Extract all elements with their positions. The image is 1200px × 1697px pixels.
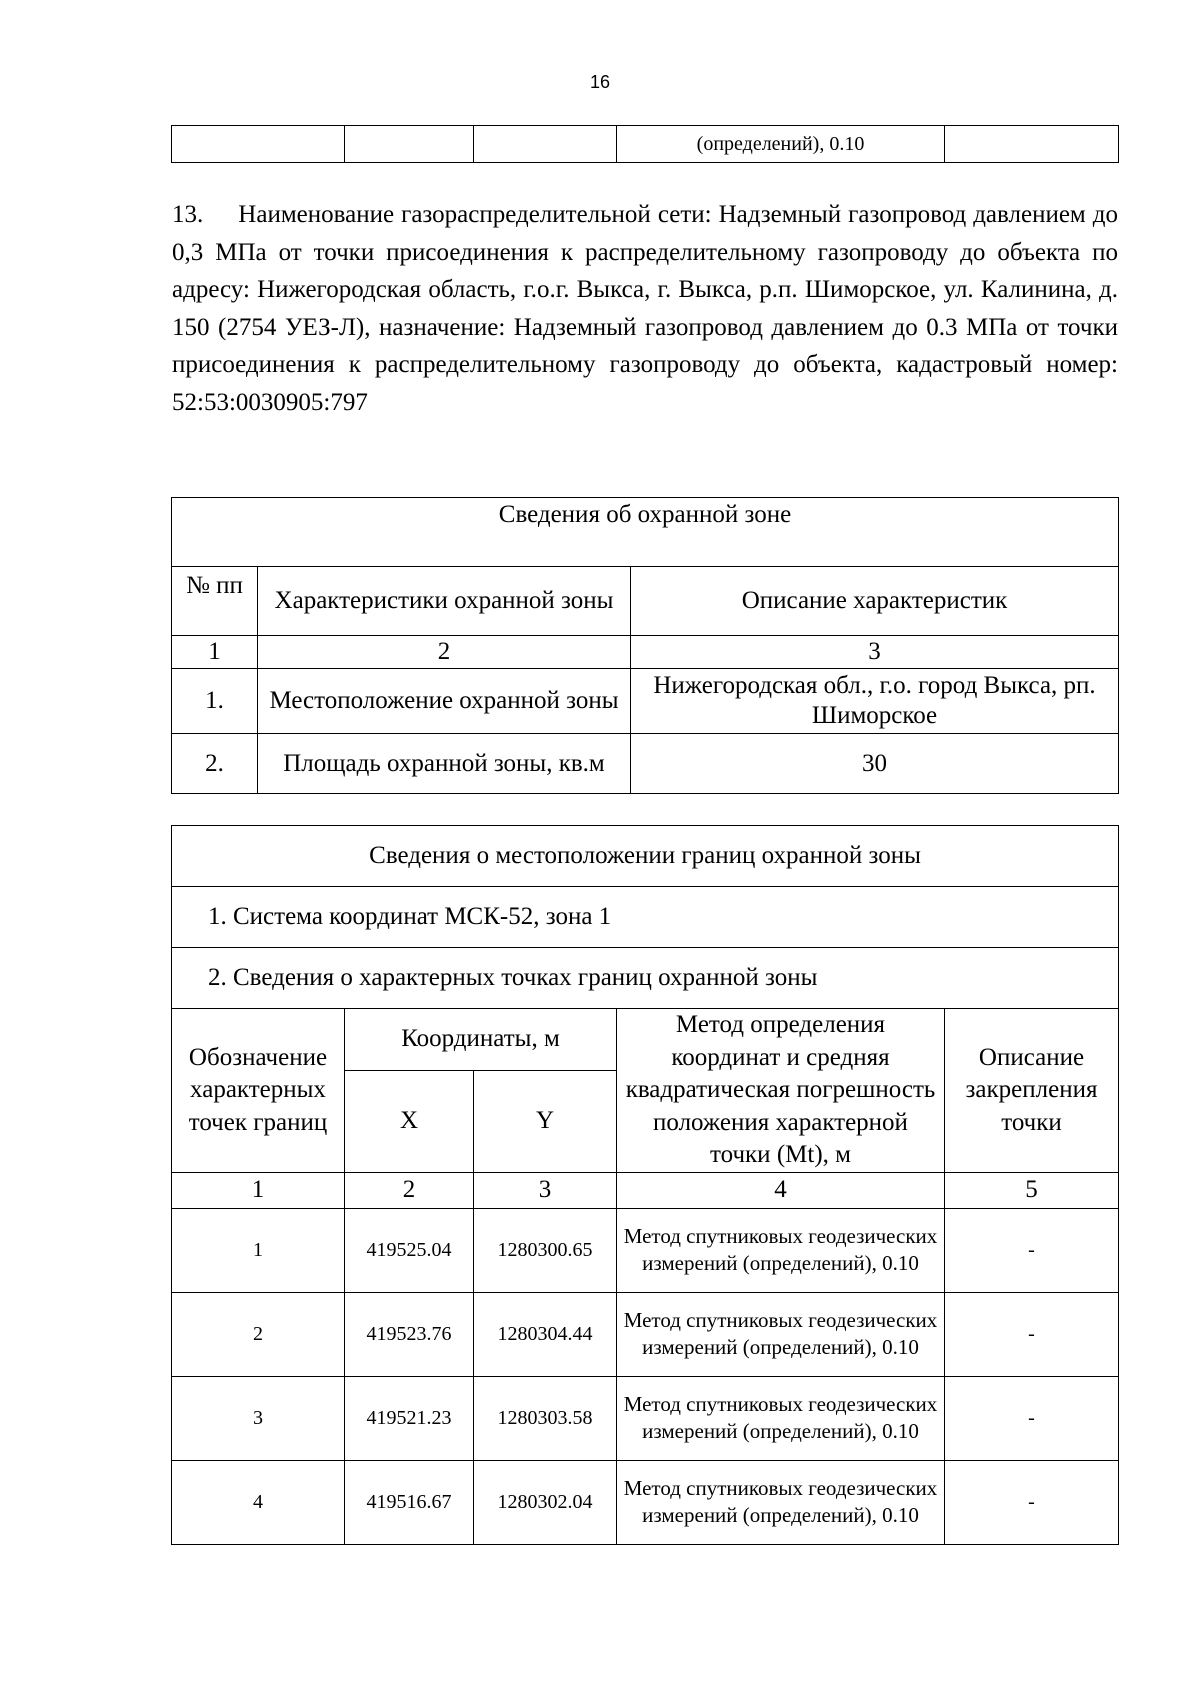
point-y: 1280300.65	[474, 1208, 617, 1292]
header-x: X	[345, 1070, 474, 1172]
index-cell: 1	[172, 1172, 345, 1208]
index-cell: 4	[617, 1172, 945, 1208]
table-row	[172, 1292, 1119, 1376]
point-number: 3	[172, 1376, 345, 1460]
point-x: 419516.67	[345, 1460, 474, 1544]
table-title-row	[172, 498, 1119, 567]
table-row	[172, 1460, 1119, 1544]
header-designation: Обозначение характерных точек границ	[172, 1009, 345, 1173]
point-method: Метод спутниковых геодезических измерений (определений), 0.10	[617, 1292, 945, 1376]
header-characteristics: Характеристики охранной зоны	[258, 567, 631, 636]
table-row	[172, 669, 1119, 734]
index-cell: 2	[345, 1172, 474, 1208]
point-x: 419525.04	[345, 1208, 474, 1292]
index-cell: 5	[945, 1172, 1119, 1208]
row-description: 30	[631, 734, 1119, 794]
protected-zone-info-table	[171, 497, 1119, 794]
table-title-row	[172, 826, 1119, 887]
header-number: № пп	[172, 567, 258, 636]
row-characteristic: Площадь охранной зоны, кв.м	[258, 734, 631, 794]
point-x: 419523.76	[345, 1292, 474, 1376]
table-header-row	[172, 567, 1119, 636]
subtitle-row	[172, 948, 1119, 1009]
index-cell: 2	[258, 636, 631, 669]
row-characteristic: Местоположение охранной зоны	[258, 669, 631, 734]
point-fixing: -	[945, 1292, 1119, 1376]
point-y: 1280303.58	[474, 1376, 617, 1460]
point-method: Метод спутниковых геодезических измерений (определений), 0.10	[617, 1460, 945, 1544]
table-title: Сведения об охранной зоне	[172, 498, 1119, 567]
continuation-table	[171, 125, 1119, 163]
point-number: 1	[172, 1208, 345, 1292]
header-fixing: Описание закрепления точки	[945, 1009, 1119, 1173]
point-fixing: -	[945, 1208, 1119, 1292]
table-cell	[172, 126, 345, 163]
index-cell: 1	[172, 636, 258, 669]
table-cell	[945, 126, 1119, 163]
table-cell: (определений), 0.10	[617, 126, 945, 163]
table-title: Сведения о местоположении границ охранной зоны	[172, 826, 1119, 887]
point-y: 1280304.44	[474, 1292, 617, 1376]
point-fixing: -	[945, 1376, 1119, 1460]
point-x: 419521.23	[345, 1376, 474, 1460]
coordinate-system: 1. Система координат МСК-52, зона 1	[172, 887, 1119, 948]
coordinate-system-row	[172, 887, 1119, 948]
header-coordinates: Координаты, м	[345, 1009, 617, 1071]
table-index-row	[172, 636, 1119, 669]
table-row	[172, 734, 1119, 794]
table-cell	[474, 126, 617, 163]
page-number: 16	[589, 72, 611, 92]
table-header-row	[172, 1009, 1119, 1071]
point-method: Метод спутниковых геодезических измерений (определений), 0.10	[617, 1376, 945, 1460]
point-y: 1280302.04	[474, 1460, 617, 1544]
points-subtitle: 2. Сведения о характерных точках границ охранной зоны	[172, 948, 1119, 1009]
object-description-paragraph: 13. Наименование газораспределительной сети: Надземный газопровод давлением до 0,3 МПа от точки присоединения к распределительному газопроводу до объекта по адресу: Нижегородская область, г.о.г. Выкса, г. Выкса, р.п. Шиморское, ул. Калинина, д. 150 (2754 УЕЗ-Л), назначение: Надземный газопровод давлением до 0.3 МПа от точки присоединения к распределительному газопроводу до объекта, кадастровый номер: 52:53:0030905:797	[172, 201, 1118, 416]
index-cell: 3	[631, 636, 1119, 669]
point-fixing: -	[945, 1460, 1119, 1544]
table-index-row	[172, 1172, 1119, 1208]
point-number: 2	[172, 1292, 345, 1376]
point-method: Метод спутниковых геодезических измерений (определений), 0.10	[617, 1208, 945, 1292]
table-row	[172, 126, 1119, 163]
header-description: Описание характеристик	[631, 567, 1119, 636]
row-number: 1.	[172, 669, 258, 734]
table-cell	[345, 126, 474, 163]
header-method: Метод определения координат и средняя квадратическая погрешность положения характерной точки (Mt), м	[617, 1009, 945, 1173]
header-y: Y	[474, 1070, 617, 1172]
index-cell: 3	[474, 1172, 617, 1208]
row-description: Нижегородская обл., г.о. город Выкса, рп. Шиморское	[631, 669, 1119, 734]
row-number: 2.	[172, 734, 258, 794]
table-row	[172, 1208, 1119, 1292]
table-row	[172, 1376, 1119, 1460]
point-number: 4	[172, 1460, 345, 1544]
boundary-points-table	[171, 825, 1119, 1545]
